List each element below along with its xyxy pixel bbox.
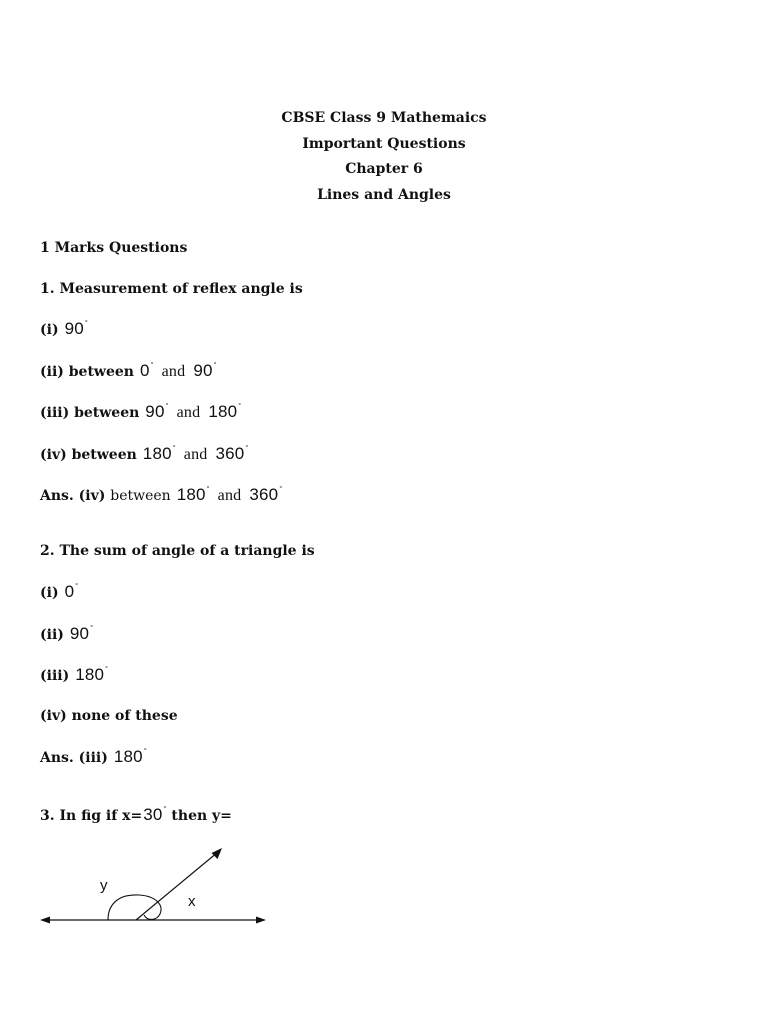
angle-value: 0° and 90°: [139, 361, 217, 380]
angle-value: 90°: [69, 624, 94, 643]
label-y: y: [100, 877, 108, 894]
angle-value: 0°: [64, 582, 79, 601]
document-header: [0, 106, 768, 208]
angle-value: 180° and 360°: [176, 485, 283, 504]
q1-option-ii: [40, 361, 217, 381]
q2-question: 2. The sum of angle of a triangle is: [40, 543, 315, 559]
q1-option-iii: [40, 402, 241, 422]
header-chapter-name: Lines and Angles: [317, 186, 451, 203]
header-chapter: Chapter 6: [345, 161, 423, 177]
answer-label: Ans. (iii): [40, 750, 108, 766]
q1-question: 1. Measurement of reflex angle is: [40, 281, 303, 297]
angle-value: 180°: [113, 747, 147, 766]
answer-text: between: [110, 488, 171, 504]
angle-value: 30°: [143, 805, 167, 824]
left-arrowhead: [40, 917, 50, 924]
option-label: (iv) between: [40, 447, 137, 463]
angle-value: 180°: [75, 665, 109, 684]
section-title: 1 Marks Questions: [40, 240, 188, 256]
header-title: CBSE Class 9 Mathemaics: [281, 110, 487, 126]
angle-value: 90° and 180°: [145, 402, 242, 421]
option-label: (i): [40, 322, 59, 338]
ray: [136, 852, 218, 920]
q1-option-iv: [40, 444, 248, 464]
option-label: (i): [40, 585, 59, 601]
angle-value: 90°: [64, 319, 88, 338]
option-label: (iii) between: [40, 405, 140, 421]
q2-option-i: [40, 582, 78, 602]
q2-option-ii: [40, 624, 93, 644]
q1-answer: [40, 485, 282, 505]
q2-option-iv: (iv) none of these: [40, 708, 178, 724]
angle-arc: [108, 895, 161, 920]
option-label: (ii): [40, 627, 64, 643]
angle-figure: [36, 842, 276, 932]
q3-question: 3. In fig if x=30° then y=: [40, 805, 232, 824]
q2-answer: [40, 747, 147, 767]
option-label: (ii) between: [40, 364, 134, 380]
q2-option-iii: [40, 665, 108, 685]
label-x: x: [188, 893, 196, 910]
angle-value: 180° and 360°: [142, 444, 249, 463]
answer-label: Ans. (iv): [40, 488, 106, 504]
q1-option-i: [40, 319, 88, 339]
right-arrowhead: [256, 917, 266, 924]
option-label: (iii): [40, 668, 70, 684]
ray-arrowhead: [212, 848, 223, 859]
header-subtitle: Important Questions: [302, 135, 466, 152]
